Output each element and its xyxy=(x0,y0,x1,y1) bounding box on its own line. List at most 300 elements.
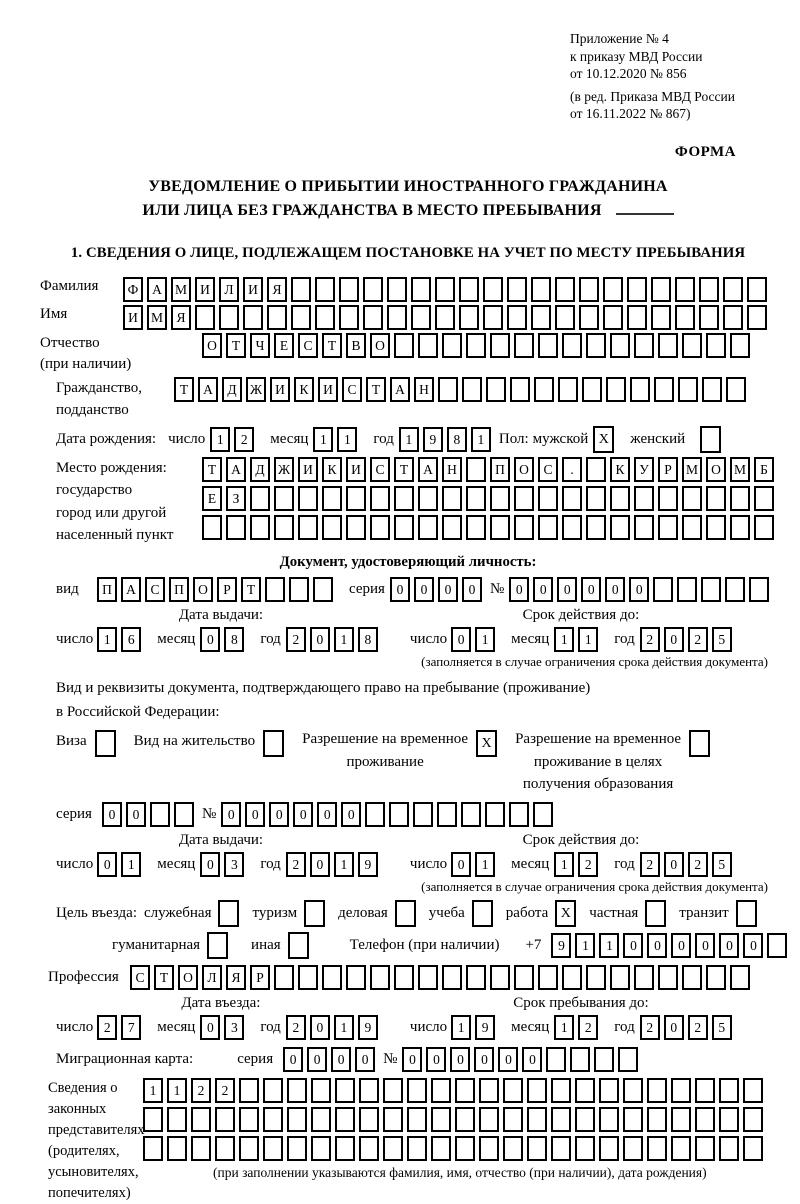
birthplace-row3-boxes-cell[interactable] xyxy=(442,515,462,540)
doc-issue-month-boxes[interactable] xyxy=(200,627,248,652)
patronymic-boxes-cell[interactable] xyxy=(442,333,462,358)
other-checkbox-cell[interactable] xyxy=(288,932,309,959)
birth-day-boxes[interactable] xyxy=(210,427,258,452)
patronymic-boxes[interactable] xyxy=(202,333,754,358)
birthplace-row3-boxes-cell[interactable] xyxy=(514,515,534,540)
profession-boxes-cell[interactable] xyxy=(442,965,462,990)
birthplace-row2-boxes-cell[interactable]: Е xyxy=(202,486,222,511)
name-boxes-cell[interactable] xyxy=(603,305,623,330)
profession-boxes-cell[interactable] xyxy=(730,965,750,990)
birthplace-row1-boxes-cell[interactable]: А xyxy=(418,457,438,482)
citizenship-boxes-cell[interactable]: К xyxy=(294,377,314,402)
stay-day-boxes-cell[interactable]: 1 xyxy=(451,1015,471,1040)
profession-boxes-cell[interactable]: Л xyxy=(202,965,222,990)
name-boxes-cell[interactable] xyxy=(195,305,215,330)
birthplace-row3-boxes-cell[interactable] xyxy=(730,515,750,540)
citizenship-boxes-cell[interactable] xyxy=(558,377,578,402)
birthplace-row2-boxes-cell[interactable] xyxy=(514,486,534,511)
permit-valid-day-boxes[interactable] xyxy=(451,852,499,877)
doc-issue-month-boxes-cell[interactable]: 0 xyxy=(200,627,220,652)
doc-number-boxes-cell[interactable] xyxy=(677,577,697,602)
legal-reps-row3-boxes-cell[interactable] xyxy=(287,1136,307,1161)
birthplace-row1-boxes-cell[interactable]: . xyxy=(562,457,582,482)
doc-valid-month-boxes-cell[interactable]: 1 xyxy=(578,627,598,652)
citizenship-boxes-cell[interactable]: Н xyxy=(414,377,434,402)
permit-number-boxes-cell[interactable] xyxy=(437,802,457,827)
legal-reps-row3-boxes-cell[interactable] xyxy=(359,1136,379,1161)
birthplace-row2-boxes-cell[interactable] xyxy=(274,486,294,511)
private-checkbox[interactable] xyxy=(645,900,670,927)
profession-boxes-cell[interactable]: Р xyxy=(250,965,270,990)
name-boxes-cell[interactable] xyxy=(555,305,575,330)
mig-number-boxes-cell[interactable] xyxy=(594,1047,614,1072)
name-boxes-cell[interactable] xyxy=(579,305,599,330)
legal-reps-row1-boxes-cell[interactable] xyxy=(383,1078,403,1103)
birthplace-row2-boxes-cell[interactable] xyxy=(634,486,654,511)
doc-issue-year-boxes-cell[interactable]: 0 xyxy=(310,627,330,652)
patronymic-boxes-cell[interactable] xyxy=(466,333,486,358)
permit-series-boxes-cell[interactable] xyxy=(174,802,194,827)
birthplace-row3-boxes-cell[interactable] xyxy=(274,515,294,540)
study-checkbox-cell[interactable] xyxy=(472,900,493,927)
phone-boxes[interactable] xyxy=(551,933,791,958)
stay-day-boxes-cell[interactable]: 9 xyxy=(475,1015,495,1040)
birthplace-row2-boxes-cell[interactable] xyxy=(298,486,318,511)
legal-reps-row1-boxes[interactable] xyxy=(143,1078,767,1103)
patronymic-boxes-cell[interactable] xyxy=(682,333,702,358)
doc-valid-year-boxes-cell[interactable]: 0 xyxy=(664,627,684,652)
birthplace-row2-boxes-cell[interactable] xyxy=(562,486,582,511)
name-boxes-cell[interactable]: М xyxy=(147,305,167,330)
profession-boxes-cell[interactable] xyxy=(490,965,510,990)
doc-series-boxes-cell[interactable]: 0 xyxy=(462,577,482,602)
legal-reps-row2-boxes-cell[interactable] xyxy=(383,1107,403,1132)
legal-reps-row2-boxes-cell[interactable] xyxy=(599,1107,619,1132)
permit-valid-year-boxes-cell[interactable]: 5 xyxy=(712,852,732,877)
entry-day-boxes-cell[interactable]: 7 xyxy=(121,1015,141,1040)
doc-number-boxes-cell[interactable]: 0 xyxy=(581,577,601,602)
doc-issue-year-boxes-cell[interactable]: 2 xyxy=(286,627,306,652)
birthplace-row3-boxes-cell[interactable] xyxy=(394,515,414,540)
patronymic-boxes-cell[interactable] xyxy=(634,333,654,358)
birthplace-row1-boxes-cell[interactable]: И xyxy=(298,457,318,482)
profession-boxes-cell[interactable] xyxy=(538,965,558,990)
birthplace-row1-boxes-cell[interactable]: У xyxy=(634,457,654,482)
legal-reps-row3-boxes-cell[interactable] xyxy=(335,1136,355,1161)
legal-reps-row2-boxes-cell[interactable] xyxy=(143,1107,163,1132)
permit-issue-day-boxes[interactable] xyxy=(97,852,145,877)
patronymic-boxes-cell[interactable] xyxy=(658,333,678,358)
entry-day-boxes[interactable] xyxy=(97,1015,145,1040)
legal-reps-row3-boxes[interactable] xyxy=(143,1136,767,1161)
birthplace-row2-boxes-cell[interactable] xyxy=(466,486,486,511)
name-boxes-cell[interactable] xyxy=(339,305,359,330)
legal-reps-row1-boxes-cell[interactable]: 2 xyxy=(191,1078,211,1103)
citizenship-boxes-cell[interactable]: И xyxy=(318,377,338,402)
permit-issue-year-boxes-cell[interactable]: 2 xyxy=(286,852,306,877)
birthplace-row3-boxes-cell[interactable] xyxy=(346,515,366,540)
legal-reps-row1-boxes-cell[interactable] xyxy=(575,1078,595,1103)
citizenship-boxes-cell[interactable]: Д xyxy=(222,377,242,402)
doc-type-boxes-cell[interactable]: П xyxy=(169,577,189,602)
surname-boxes-cell[interactable]: И xyxy=(243,277,263,302)
legal-reps-row2-boxes-cell[interactable] xyxy=(215,1107,235,1132)
citizenship-boxes-cell[interactable] xyxy=(606,377,626,402)
name-boxes-cell[interactable] xyxy=(699,305,719,330)
birthplace-row2-boxes-cell[interactable] xyxy=(490,486,510,511)
phone-boxes-cell[interactable]: 0 xyxy=(719,933,739,958)
patronymic-boxes-cell[interactable] xyxy=(418,333,438,358)
permit-issue-year-boxes-cell[interactable]: 0 xyxy=(310,852,330,877)
birthplace-row2-boxes-cell[interactable]: З xyxy=(226,486,246,511)
entry-month-boxes[interactable] xyxy=(200,1015,248,1040)
stay-month-boxes-cell[interactable]: 2 xyxy=(578,1015,598,1040)
female-checkbox[interactable] xyxy=(700,426,725,453)
birthplace-row1-boxes-cell[interactable]: Т xyxy=(394,457,414,482)
mig-number-boxes-cell[interactable] xyxy=(570,1047,590,1072)
birthplace-row3-boxes-cell[interactable] xyxy=(466,515,486,540)
legal-reps-row2-boxes-cell[interactable] xyxy=(551,1107,571,1132)
surname-boxes-cell[interactable]: Л xyxy=(219,277,239,302)
legal-reps-row1-boxes-cell[interactable] xyxy=(239,1078,259,1103)
permit-issue-day-boxes-cell[interactable]: 1 xyxy=(121,852,141,877)
doc-type-boxes-cell[interactable]: Р xyxy=(217,577,237,602)
birthplace-row3-boxes-cell[interactable] xyxy=(418,515,438,540)
birthplace-row1-boxes-cell[interactable]: Т xyxy=(202,457,222,482)
birthplace-row3-boxes-cell[interactable] xyxy=(322,515,342,540)
profession-boxes[interactable] xyxy=(130,965,754,990)
permit-number-boxes-cell[interactable] xyxy=(413,802,433,827)
mig-series-boxes-cell[interactable]: 0 xyxy=(355,1047,375,1072)
legal-reps-row1-boxes-cell[interactable] xyxy=(503,1078,523,1103)
entry-day-boxes-cell[interactable]: 2 xyxy=(97,1015,117,1040)
surname-boxes-cell[interactable]: А xyxy=(147,277,167,302)
citizenship-boxes-cell[interactable] xyxy=(486,377,506,402)
name-boxes-cell[interactable] xyxy=(627,305,647,330)
residence-permit-checkbox[interactable] xyxy=(263,730,288,757)
permit-number-boxes-cell[interactable] xyxy=(389,802,409,827)
stay-day-boxes[interactable] xyxy=(451,1015,499,1040)
birthplace-row3-boxes-cell[interactable] xyxy=(226,515,246,540)
legal-reps-row2-boxes-cell[interactable] xyxy=(719,1107,739,1132)
citizenship-boxes-cell[interactable]: И xyxy=(270,377,290,402)
birthplace-row3-boxes-cell[interactable] xyxy=(202,515,222,540)
permit-issue-day-boxes-cell[interactable]: 0 xyxy=(97,852,117,877)
mig-series-boxes-cell[interactable]: 0 xyxy=(307,1047,327,1072)
birth-month-boxes-cell[interactable]: 1 xyxy=(313,427,333,452)
doc-type-boxes-cell[interactable]: О xyxy=(193,577,213,602)
birthplace-row3-boxes-cell[interactable] xyxy=(634,515,654,540)
surname-boxes-cell[interactable]: Ф xyxy=(123,277,143,302)
birthplace-row3-boxes-cell[interactable] xyxy=(754,515,774,540)
citizenship-boxes-cell[interactable]: С xyxy=(342,377,362,402)
legal-reps-row2-boxes[interactable] xyxy=(143,1107,767,1132)
patronymic-boxes-cell[interactable] xyxy=(490,333,510,358)
entry-month-boxes-cell[interactable]: 0 xyxy=(200,1015,220,1040)
legal-reps-row1-boxes-cell[interactable]: 1 xyxy=(143,1078,163,1103)
birthplace-row3-boxes-cell[interactable] xyxy=(298,515,318,540)
work-checkbox[interactable] xyxy=(555,900,580,927)
profession-boxes-cell[interactable] xyxy=(274,965,294,990)
birthplace-row1-boxes-cell[interactable]: К xyxy=(322,457,342,482)
legal-reps-row2-boxes-cell[interactable] xyxy=(407,1107,427,1132)
citizenship-boxes-cell[interactable]: Т xyxy=(366,377,386,402)
temp-permit-checkbox[interactable] xyxy=(476,730,501,757)
birthplace-row3-boxes-cell[interactable] xyxy=(682,515,702,540)
surname-boxes-cell[interactable] xyxy=(531,277,551,302)
birthplace-row2-boxes-cell[interactable] xyxy=(658,486,678,511)
legal-reps-row2-boxes-cell[interactable] xyxy=(263,1107,283,1132)
permit-number-boxes-cell[interactable] xyxy=(533,802,553,827)
legal-reps-row3-boxes-cell[interactable] xyxy=(671,1136,691,1161)
name-boxes-cell[interactable] xyxy=(387,305,407,330)
profession-boxes-cell[interactable] xyxy=(370,965,390,990)
name-boxes-cell[interactable] xyxy=(531,305,551,330)
tourism-checkbox[interactable] xyxy=(304,900,329,927)
profession-boxes-cell[interactable] xyxy=(466,965,486,990)
name-boxes-cell[interactable] xyxy=(243,305,263,330)
permit-number-boxes-cell[interactable]: 0 xyxy=(293,802,313,827)
name-boxes-cell[interactable] xyxy=(219,305,239,330)
doc-valid-year-boxes-cell[interactable]: 5 xyxy=(712,627,732,652)
birthplace-row2-boxes-cell[interactable] xyxy=(394,486,414,511)
legal-reps-row2-boxes-cell[interactable] xyxy=(623,1107,643,1132)
permit-series-boxes-cell[interactable]: 0 xyxy=(126,802,146,827)
surname-boxes-cell[interactable] xyxy=(315,277,335,302)
permit-series-boxes-cell[interactable] xyxy=(150,802,170,827)
doc-type-boxes-cell[interactable]: С xyxy=(145,577,165,602)
permit-series-boxes[interactable] xyxy=(102,802,198,827)
patronymic-boxes-cell[interactable] xyxy=(514,333,534,358)
citizenship-boxes-cell[interactable] xyxy=(462,377,482,402)
patronymic-boxes-cell[interactable] xyxy=(586,333,606,358)
permit-number-boxes-cell[interactable]: 0 xyxy=(269,802,289,827)
legal-reps-row2-boxes-cell[interactable] xyxy=(479,1107,499,1132)
citizenship-boxes-cell[interactable] xyxy=(510,377,530,402)
phone-boxes-cell[interactable]: 0 xyxy=(743,933,763,958)
phone-boxes-cell[interactable]: 1 xyxy=(575,933,595,958)
permit-number-boxes-cell[interactable] xyxy=(509,802,529,827)
birthplace-row3-boxes-cell[interactable] xyxy=(706,515,726,540)
legal-reps-row1-boxes-cell[interactable] xyxy=(599,1078,619,1103)
birthplace-row3-boxes-cell[interactable] xyxy=(538,515,558,540)
surname-boxes-cell[interactable] xyxy=(459,277,479,302)
legal-reps-row3-boxes-cell[interactable] xyxy=(167,1136,187,1161)
legal-reps-row3-boxes-cell[interactable] xyxy=(431,1136,451,1161)
profession-boxes-cell[interactable]: С xyxy=(130,965,150,990)
doc-valid-year-boxes-cell[interactable]: 2 xyxy=(640,627,660,652)
birth-year-boxes-cell[interactable]: 9 xyxy=(423,427,443,452)
surname-boxes-cell[interactable]: М xyxy=(171,277,191,302)
permit-number-boxes-cell[interactable] xyxy=(365,802,385,827)
humanitarian-checkbox[interactable] xyxy=(207,932,232,959)
surname-boxes-cell[interactable] xyxy=(435,277,455,302)
name-boxes-cell[interactable] xyxy=(459,305,479,330)
citizenship-boxes-cell[interactable]: Т xyxy=(174,377,194,402)
doc-type-boxes[interactable] xyxy=(97,577,337,602)
doc-number-boxes-cell[interactable]: 0 xyxy=(509,577,529,602)
legal-reps-row1-boxes-cell[interactable] xyxy=(479,1078,499,1103)
legal-reps-row1-boxes-cell[interactable]: 2 xyxy=(215,1078,235,1103)
profession-boxes-cell[interactable] xyxy=(298,965,318,990)
birth-year-boxes-cell[interactable]: 1 xyxy=(399,427,419,452)
birthplace-row1-boxes-cell[interactable]: А xyxy=(226,457,246,482)
surname-boxes-cell[interactable] xyxy=(411,277,431,302)
profession-boxes-cell[interactable] xyxy=(658,965,678,990)
legal-reps-row3-boxes-cell[interactable] xyxy=(455,1136,475,1161)
birthplace-row1-boxes-cell[interactable]: Б xyxy=(754,457,774,482)
phone-boxes-cell[interactable]: 9 xyxy=(551,933,571,958)
birthplace-row2-boxes-cell[interactable] xyxy=(442,486,462,511)
birthplace-row2-boxes-cell[interactable] xyxy=(250,486,270,511)
doc-series-boxes-cell[interactable]: 0 xyxy=(390,577,410,602)
legal-reps-row2-boxes-cell[interactable] xyxy=(335,1107,355,1132)
phone-boxes-cell[interactable]: 0 xyxy=(695,933,715,958)
legal-reps-row1-boxes-cell[interactable] xyxy=(671,1078,691,1103)
doc-number-boxes-cell[interactable] xyxy=(701,577,721,602)
permit-number-boxes-cell[interactable]: 0 xyxy=(221,802,241,827)
legal-reps-row2-boxes-cell[interactable] xyxy=(671,1107,691,1132)
legal-reps-row3-boxes-cell[interactable] xyxy=(311,1136,331,1161)
patronymic-boxes-cell[interactable] xyxy=(730,333,750,358)
legal-reps-row1-boxes-cell[interactable] xyxy=(647,1078,667,1103)
permit-issue-month-boxes-cell[interactable]: 3 xyxy=(224,852,244,877)
doc-type-boxes-cell[interactable]: П xyxy=(97,577,117,602)
legal-reps-row2-boxes-cell[interactable] xyxy=(503,1107,523,1132)
legal-reps-row2-boxes-cell[interactable] xyxy=(359,1107,379,1132)
legal-reps-row3-boxes-cell[interactable] xyxy=(743,1136,763,1161)
legal-reps-row3-boxes-cell[interactable] xyxy=(719,1136,739,1161)
doc-type-boxes-cell[interactable] xyxy=(313,577,333,602)
legal-reps-row2-boxes-cell[interactable] xyxy=(191,1107,211,1132)
doc-number-boxes[interactable] xyxy=(509,577,773,602)
birthplace-row2-boxes[interactable] xyxy=(202,486,778,511)
patronymic-boxes-cell[interactable] xyxy=(562,333,582,358)
legal-reps-row1-boxes-cell[interactable] xyxy=(743,1078,763,1103)
permit-valid-month-boxes-cell[interactable]: 2 xyxy=(578,852,598,877)
name-boxes[interactable] xyxy=(123,305,771,330)
legal-reps-row3-boxes-cell[interactable] xyxy=(503,1136,523,1161)
permit-series-boxes-cell[interactable]: 0 xyxy=(102,802,122,827)
legal-reps-row2-boxes-cell[interactable] xyxy=(743,1107,763,1132)
doc-valid-month-boxes[interactable] xyxy=(554,627,602,652)
citizenship-boxes[interactable] xyxy=(174,377,750,402)
citizenship-boxes-cell[interactable]: А xyxy=(390,377,410,402)
profession-boxes-cell[interactable] xyxy=(322,965,342,990)
temp-permit-checkbox-cell[interactable]: X xyxy=(476,730,497,757)
legal-reps-row2-boxes-cell[interactable] xyxy=(575,1107,595,1132)
permit-number-boxes-cell[interactable] xyxy=(485,802,505,827)
birthplace-row2-boxes-cell[interactable] xyxy=(730,486,750,511)
legal-reps-row2-boxes-cell[interactable] xyxy=(527,1107,547,1132)
patronymic-boxes-cell[interactable]: В xyxy=(346,333,366,358)
permit-valid-year-boxes-cell[interactable]: 2 xyxy=(640,852,660,877)
legal-reps-row2-boxes-cell[interactable] xyxy=(647,1107,667,1132)
permit-number-boxes[interactable] xyxy=(221,802,557,827)
citizenship-boxes-cell[interactable] xyxy=(582,377,602,402)
birthplace-row1-boxes-cell[interactable]: К xyxy=(610,457,630,482)
mig-series-boxes-cell[interactable]: 0 xyxy=(283,1047,303,1072)
doc-issue-year-boxes[interactable] xyxy=(286,627,382,652)
transit-checkbox-cell[interactable] xyxy=(736,900,757,927)
profession-boxes-cell[interactable] xyxy=(634,965,654,990)
legal-reps-row3-boxes-cell[interactable] xyxy=(599,1136,619,1161)
legal-reps-row3-boxes-cell[interactable] xyxy=(623,1136,643,1161)
patronymic-boxes-cell[interactable] xyxy=(538,333,558,358)
legal-reps-row1-boxes-cell[interactable] xyxy=(551,1078,571,1103)
profession-boxes-cell[interactable] xyxy=(514,965,534,990)
doc-issue-year-boxes-cell[interactable]: 8 xyxy=(358,627,378,652)
female-checkbox-cell[interactable] xyxy=(700,426,721,453)
visa-checkbox[interactable] xyxy=(95,730,120,757)
legal-reps-row2-boxes-cell[interactable] xyxy=(695,1107,715,1132)
patronymic-boxes-cell[interactable]: Т xyxy=(322,333,342,358)
birthplace-row3-boxes-cell[interactable] xyxy=(586,515,606,540)
name-boxes-cell[interactable] xyxy=(675,305,695,330)
entry-year-boxes-cell[interactable]: 9 xyxy=(358,1015,378,1040)
birthplace-row3-boxes-cell[interactable] xyxy=(490,515,510,540)
permit-valid-month-boxes-cell[interactable]: 1 xyxy=(554,852,574,877)
birthplace-row2-boxes-cell[interactable] xyxy=(538,486,558,511)
doc-valid-day-boxes-cell[interactable]: 1 xyxy=(475,627,495,652)
birthplace-row2-boxes-cell[interactable] xyxy=(586,486,606,511)
surname-boxes-cell[interactable] xyxy=(603,277,623,302)
doc-valid-month-boxes-cell[interactable]: 1 xyxy=(554,627,574,652)
legal-reps-row1-boxes-cell[interactable] xyxy=(431,1078,451,1103)
doc-issue-day-boxes-cell[interactable]: 1 xyxy=(97,627,117,652)
birthplace-row2-boxes-cell[interactable] xyxy=(754,486,774,511)
surname-boxes-cell[interactable] xyxy=(723,277,743,302)
visa-checkbox-cell[interactable] xyxy=(95,730,116,757)
legal-reps-row3-boxes-cell[interactable] xyxy=(479,1136,499,1161)
profession-boxes-cell[interactable] xyxy=(706,965,726,990)
birthplace-row2-boxes-cell[interactable] xyxy=(418,486,438,511)
profession-boxes-cell[interactable]: О xyxy=(178,965,198,990)
surname-boxes-cell[interactable] xyxy=(555,277,575,302)
citizenship-boxes-cell[interactable] xyxy=(654,377,674,402)
name-boxes-cell[interactable] xyxy=(291,305,311,330)
patronymic-boxes-cell[interactable] xyxy=(706,333,726,358)
permit-issue-year-boxes-cell[interactable]: 9 xyxy=(358,852,378,877)
birthplace-row1-boxes-cell[interactable]: С xyxy=(538,457,558,482)
stay-year-boxes-cell[interactable]: 2 xyxy=(688,1015,708,1040)
doc-valid-year-boxes[interactable] xyxy=(640,627,736,652)
doc-number-boxes-cell[interactable]: 0 xyxy=(533,577,553,602)
birth-day-boxes-cell[interactable]: 2 xyxy=(234,427,254,452)
permit-issue-year-boxes[interactable] xyxy=(286,852,382,877)
citizenship-boxes-cell[interactable]: Ж xyxy=(246,377,266,402)
citizenship-boxes-cell[interactable] xyxy=(678,377,698,402)
surname-boxes-cell[interactable]: И xyxy=(195,277,215,302)
birth-month-boxes[interactable] xyxy=(313,427,361,452)
birthplace-row3-boxes-cell[interactable] xyxy=(250,515,270,540)
legal-reps-row1-boxes-cell[interactable] xyxy=(359,1078,379,1103)
work-checkbox-cell[interactable]: X xyxy=(555,900,576,927)
birthplace-row1-boxes-cell[interactable]: Н xyxy=(442,457,462,482)
name-boxes-cell[interactable] xyxy=(411,305,431,330)
purpose-official-checkbox-cell[interactable] xyxy=(218,900,239,927)
legal-reps-row3-boxes-cell[interactable] xyxy=(215,1136,235,1161)
surname-boxes[interactable] xyxy=(123,277,771,302)
name-boxes-cell[interactable] xyxy=(651,305,671,330)
birthplace-row1-boxes-cell[interactable]: Д xyxy=(250,457,270,482)
legal-reps-row1-boxes-cell[interactable]: 1 xyxy=(167,1078,187,1103)
patronymic-boxes-cell[interactable]: С xyxy=(298,333,318,358)
legal-reps-row1-boxes-cell[interactable] xyxy=(455,1078,475,1103)
mig-number-boxes[interactable] xyxy=(402,1047,642,1072)
citizenship-boxes-cell[interactable] xyxy=(726,377,746,402)
permit-issue-month-boxes-cell[interactable]: 0 xyxy=(200,852,220,877)
